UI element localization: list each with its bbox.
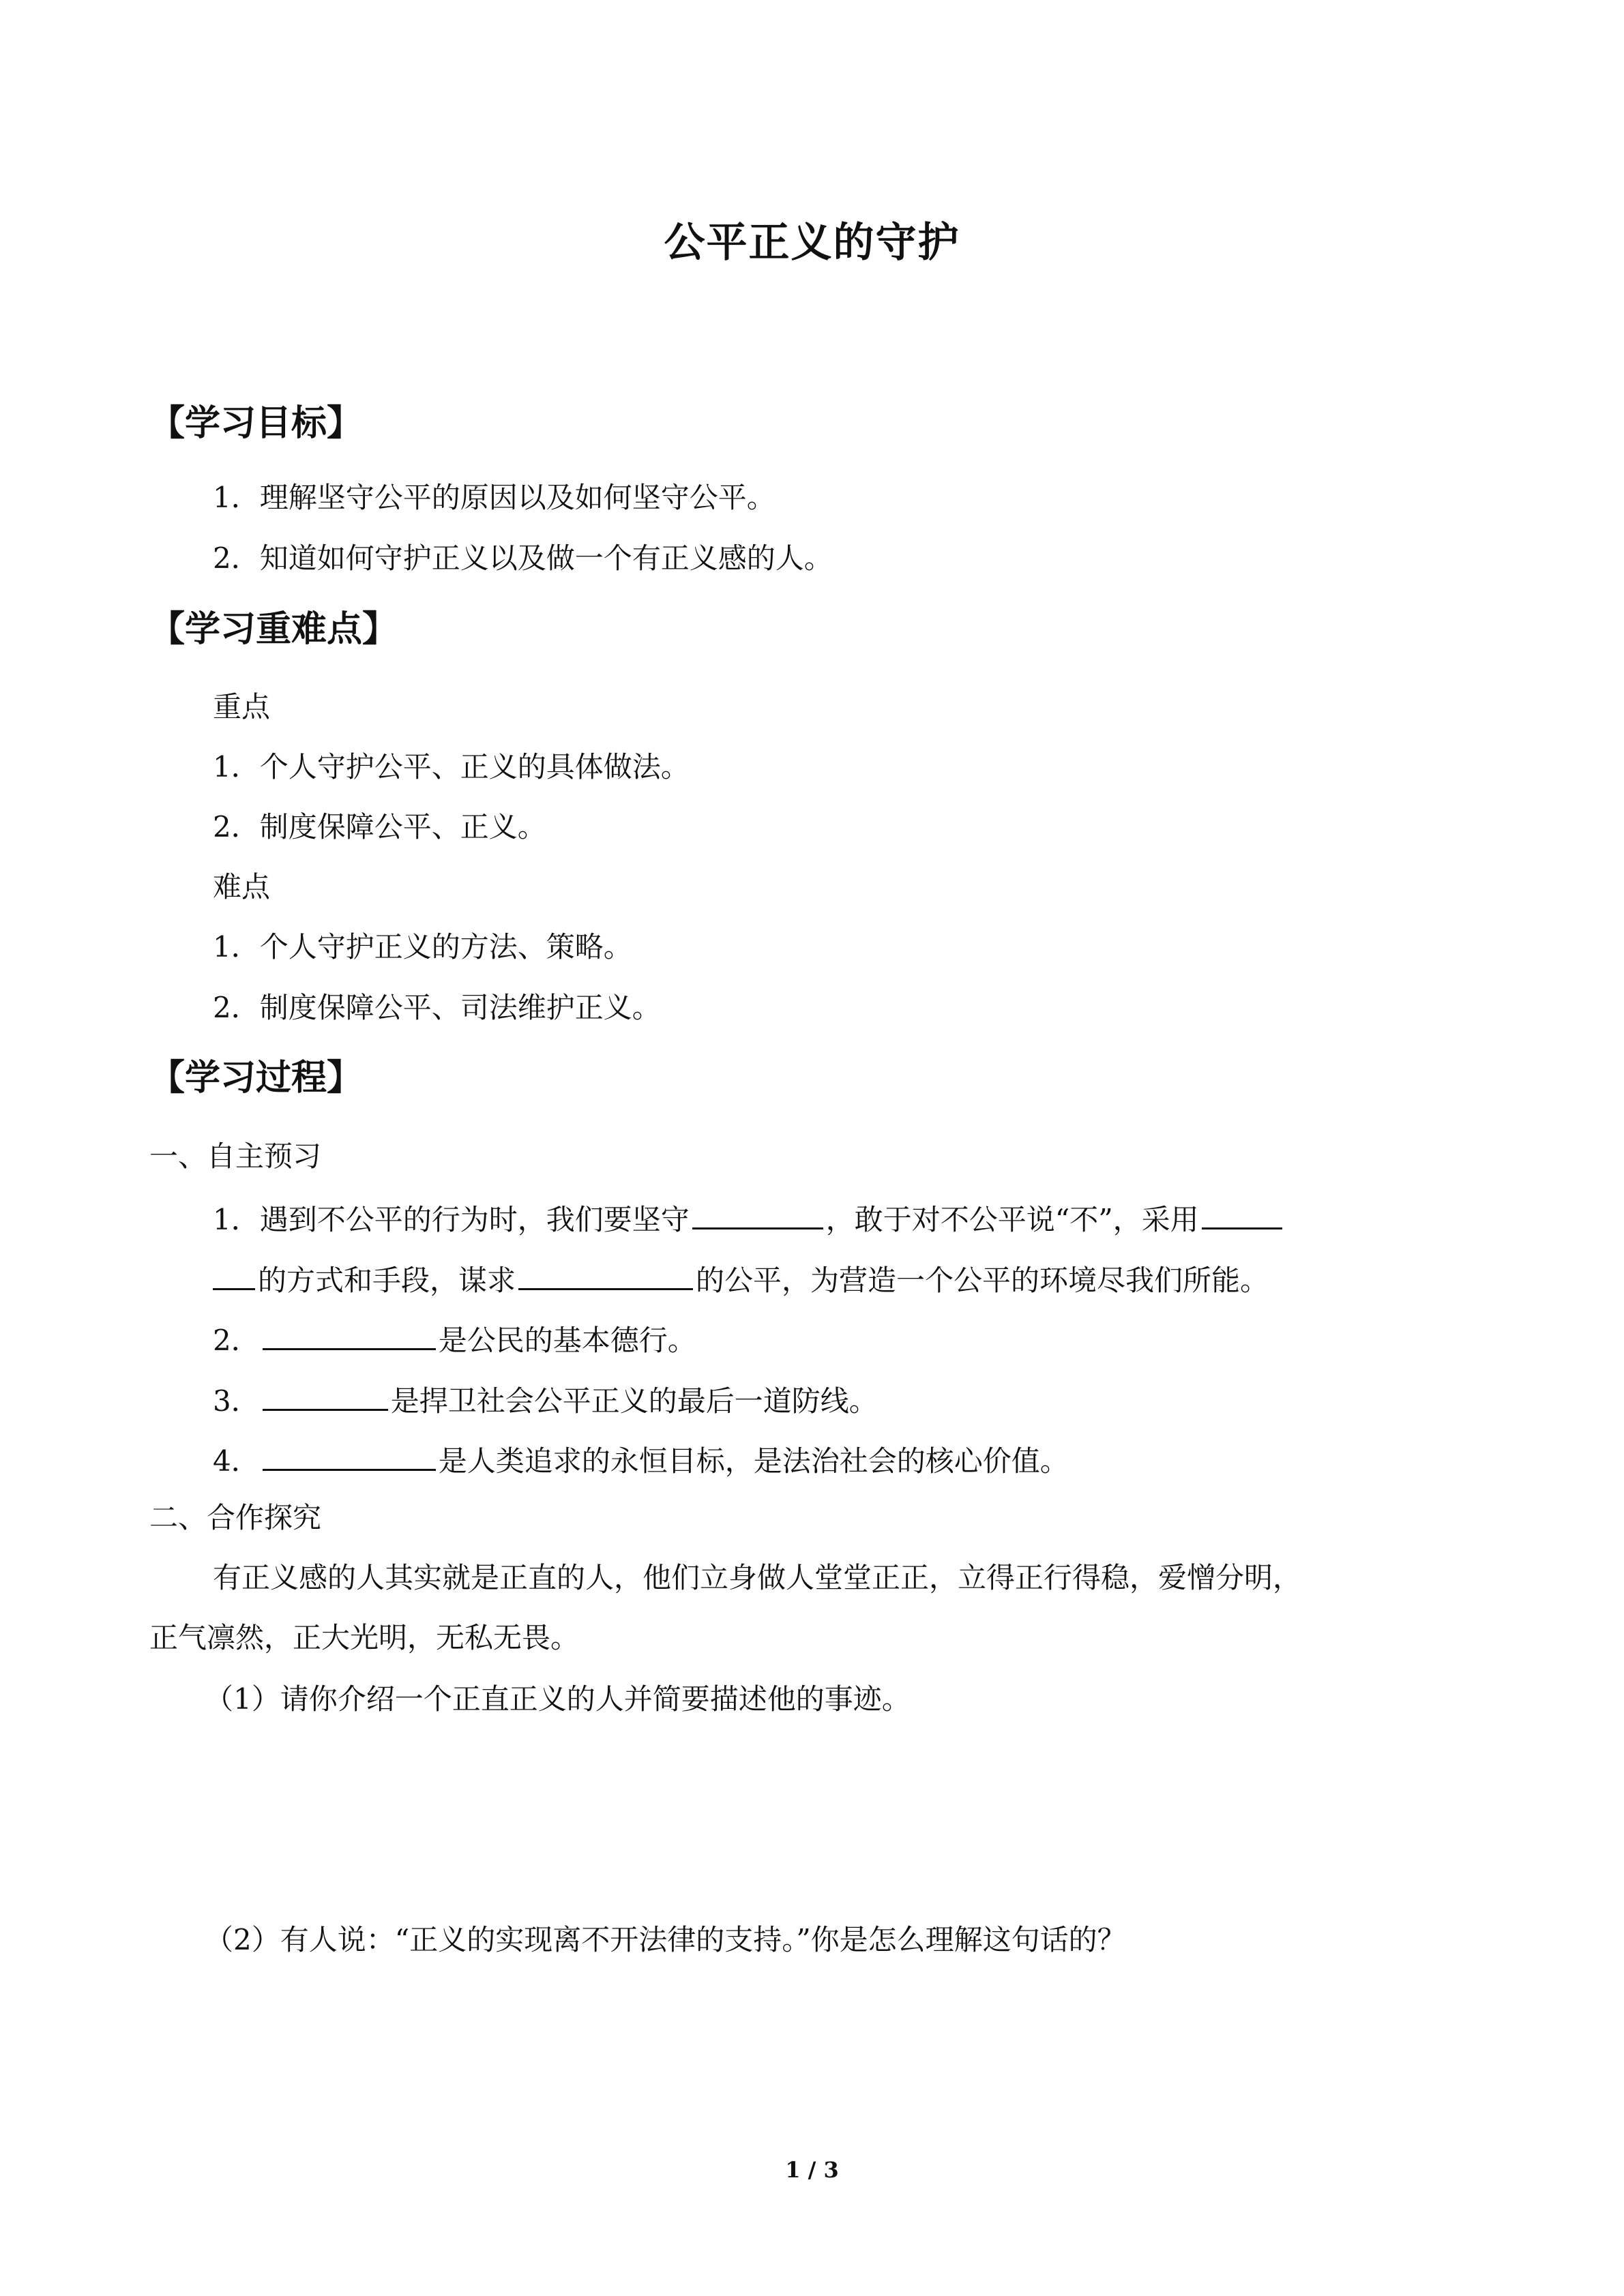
question-1-text-a: 1．遇到不公平的行为时，我们要坚守: [213, 1203, 690, 1236]
fill-blank[interactable]: [518, 1259, 693, 1290]
question-1-text-c: 的方式和手段，谋求: [258, 1264, 516, 1297]
page-indicator: 1 / 3: [785, 2157, 839, 2183]
question-3-text: 是捍卫社会公平正义的最后一道防线。: [390, 1384, 878, 1418]
section-heading-process: 【学习过程】: [149, 1058, 363, 1099]
passage-line-2: 正气凛然，正大光明，无私无畏。: [149, 1621, 580, 1654]
section-heading-key-points: 【学习重难点】: [149, 609, 398, 650]
difficult-label: 难点: [213, 870, 271, 904]
question-3: [213, 1380, 878, 1419]
sub-question-2: （2）有人说：“正义的实现离不开法律的支持。”你是怎么理解这句话的？: [205, 1923, 1126, 1956]
fill-blank[interactable]: [213, 1259, 255, 1290]
sub-question-1: （1）请你介绍一个正直正义的人并简要描述他的事迹。: [205, 1682, 911, 1716]
fill-blank[interactable]: [263, 1380, 388, 1411]
fill-blank[interactable]: [263, 1320, 436, 1350]
part1-title: 一、自主预习: [149, 1139, 322, 1173]
question-2-number: 2．: [213, 1324, 260, 1357]
question-1-text-d: 的公平，为营造一个公平的环境尽我们所能。: [696, 1264, 1269, 1297]
section-heading-objectives: 【学习目标】: [149, 403, 363, 444]
question-2: [213, 1320, 696, 1358]
difficult-item: 1．个人守护正义的方法、策略。: [213, 930, 632, 964]
question-1-text-b: ，敢于对不公平说“不”，采用: [825, 1203, 1199, 1236]
objective-item: 2．知道如何守护正义以及做一个有正义感的人。: [213, 541, 833, 575]
question-4-number: 4．: [213, 1444, 260, 1478]
question-1-line-2: [213, 1259, 1269, 1298]
fill-blank[interactable]: [263, 1440, 436, 1471]
page-title: 公平正义的守护: [664, 219, 960, 267]
part2-title: 二、合作探究: [149, 1501, 322, 1534]
passage-line-1: 有正义感的人其实就是正直的人，他们立身做人堂堂正正，立得正行得稳，爱憎分明，: [213, 1561, 1302, 1594]
key-item: 2．制度保障公平、正义。: [213, 810, 546, 844]
question-1-line-1: [213, 1199, 1285, 1238]
fill-blank[interactable]: [692, 1199, 823, 1229]
question-2-text: 是公民的基本德行。: [438, 1324, 696, 1357]
question-4: [213, 1440, 1069, 1479]
key-label: 重点: [213, 690, 271, 724]
question-3-number: 3．: [213, 1384, 260, 1418]
objective-item: 1．理解坚守公平的原因以及如何坚守公平。: [213, 481, 776, 514]
key-item: 1．个人守护公平、正义的具体做法。: [213, 750, 690, 784]
fill-blank[interactable]: [1202, 1199, 1282, 1229]
question-4-text: 是人类追求的永恒目标，是法治社会的核心价值。: [438, 1444, 1069, 1478]
difficult-item: 2．制度保障公平、司法维护正义。: [213, 991, 661, 1024]
